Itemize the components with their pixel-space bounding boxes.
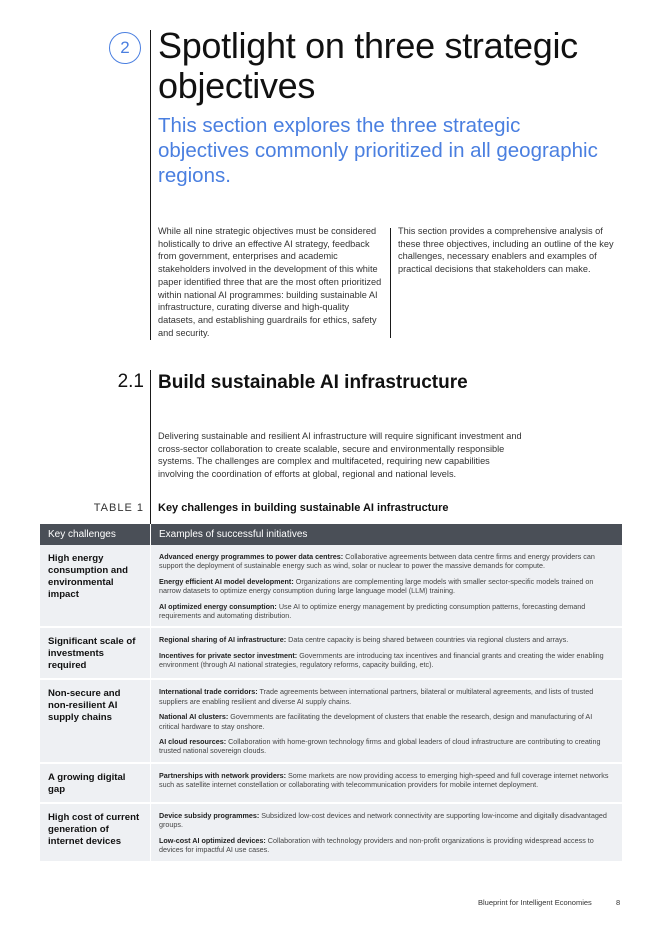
initiative-item: International trade corridors: Trade agreements between international partners, bilateral or multilateral agreements, and lists of trusted suppliers are enabling resilient and diverse AI supply chains.: [159, 687, 594, 706]
initiative-item: AI optimized energy consumption: Use AI to optimize energy management by predicting consumption patterns, forecasting demand requirements and automating distribution.: [159, 601, 586, 621]
initiative-item: Regional sharing of AI infrastructure: Data centre capacity is being shared between countries via regional clusters and arrays.: [159, 635, 569, 645]
table-row: [40, 680, 622, 763]
initiative-item: AI cloud resources: Collaboration with home-grown technology firms and global leaders of cloud infrastructure are contributing to creating trusted national sovereign clouds.: [159, 737, 601, 756]
table-title: Key challenges in building sustainable AI infrastructure: [158, 502, 449, 514]
section-number-badge: 2: [109, 32, 141, 64]
section-intro: This section explores the three strategic objectives commonly prioritized in all geographic regions.: [158, 114, 598, 187]
initiative-item: Advanced energy programmes to power data centres: Collaborative agreements between data centre firms and energy providers can support the deployment of sustainable energy such as wind, solar or nuclear to power the massive demands for compute.: [159, 552, 595, 571]
challenge-cell: Significant scale of investments required: [40, 628, 151, 678]
table-row: [40, 764, 622, 804]
body-column-right: This section provides a comprehensive analysis of these three objectives, including an outline of the key challenges, necessary enablers and examples of practical decisions that stakeholders can make.: [398, 226, 614, 275]
table-row: [40, 628, 622, 680]
challenge-cell: Non-secure and non-resilient AI supply chains: [40, 680, 151, 761]
subsection-vertical-rule: [150, 370, 151, 525]
initiative-item: Energy efficient AI model development: Organizations are complementing large models with smaller sector-specific models trained on narrow datasets to optimize energy consumption during large language model (LLM) training.: [159, 576, 594, 596]
table-row: [40, 545, 622, 628]
initiatives-cell: [151, 545, 622, 626]
initiatives-cell: [151, 628, 622, 678]
page-title: Spotlight on three strategic objectives: [158, 25, 578, 106]
column-divider: [390, 228, 391, 338]
initiative-item: National AI clusters: Governments are facilitating the development of clusters that enable the research, design and manufacturing of AI critical hardware to stay onshore.: [159, 712, 593, 731]
header-examples: Examples of successful initiatives: [159, 529, 308, 540]
section-vertical-rule: [150, 30, 151, 340]
subsection-title: Build sustainable AI infrastructure: [158, 372, 468, 393]
initiatives-cell: [151, 764, 622, 802]
header-key-challenges: Key challenges: [40, 524, 151, 545]
initiative-item: Partnerships with network providers: Some markets are now providing access to emerging high-speed and full coverage internet networks such as satellite internet constellation or collaborating with telecommunication providers for mobile internet deployment.: [159, 770, 609, 790]
challenge-cell: High energy consumption and environmental impact: [40, 545, 151, 626]
subsection-number: 2.1: [117, 371, 144, 392]
initiatives-cell: [151, 804, 622, 861]
challenge-cell: High cost of current generation of internet devices: [40, 804, 151, 861]
body-column-left: While all nine strategic objectives must be considered holistically to drive an effective AI strategy, feedback from government, enterprises and academic stakeholders involved in the development of this white paper identified three that are the most often prioritized within national AI programmes: building sustainable AI infrastructure, curating diverse and high-quality datasets, and establishing guardrails for ethics, safety and security.: [158, 226, 382, 338]
initiative-item: Low-cost AI optimized devices: Collaboration with technology providers and non-profit organizations is providing widespread access to devices for impactful AI use cases.: [159, 835, 594, 855]
challenge-cell: A growing digital gap: [40, 764, 151, 802]
table-header: [40, 524, 622, 545]
challenges-table: [40, 524, 622, 863]
table-row: [40, 804, 622, 863]
subsection-body: Delivering sustainable and resilient AI infrastructure will require significant investment and cross-sector collaboration to create scalable, secure and environmentally responsible systems. The challenges are complex and multifaceted, requiring new capabilities involving the coordination of efforts at global, regional and national levels.: [158, 431, 522, 480]
initiatives-cell: [151, 680, 622, 761]
table-label: TABLE 1: [93, 502, 144, 514]
initiative-item: Incentives for private sector investment: Governments are introducing tax incentives and financial grants and creating the wider enabling environment (through AI national strategies, regulatory reforms, capacity building, etc).: [159, 650, 604, 670]
footer-document-title: Blueprint for Intelligent Economies: [478, 898, 592, 907]
initiative-item: Device subsidy programmes: Subsidized low-cost devices and network connectivity are supporting low-income and digitally disadvantaged groups.: [159, 810, 607, 830]
footer-page-number: 8: [616, 898, 621, 907]
